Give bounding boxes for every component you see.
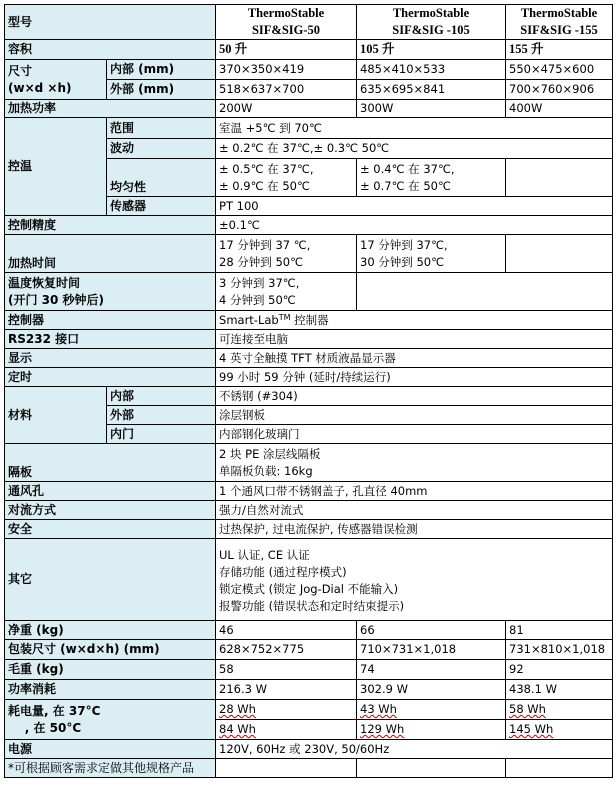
controller-label: 控制器: [5, 311, 216, 330]
display-label: 显示: [5, 349, 216, 368]
shelf-value: 2 块 PE 涂层线隔板 单隔板负载: 16kg: [216, 444, 613, 482]
safety-row: [5, 520, 613, 539]
recovery-row: [5, 273, 613, 311]
heating-power-2: 300W: [357, 100, 506, 118]
timer-row: [5, 368, 613, 387]
recovery-value: 3 分钟到 37℃, 4 分钟到 50℃: [216, 273, 357, 311]
package-size-3: 731×810×1,018: [506, 640, 613, 660]
material-inner-row: [5, 387, 613, 406]
size-outer-label: 外部 (mm): [107, 80, 216, 100]
model-2: ThermoStable SIF&SIG -105: [357, 5, 506, 40]
heating-time-row: [5, 235, 613, 273]
power-consumption-1: 216.3 W: [216, 680, 357, 700]
heating-power-row: [5, 100, 613, 118]
power-consumption-2: 302.9 W: [357, 680, 506, 700]
net-weight-label: 净重 (kg): [5, 621, 216, 640]
energy-37-row: [5, 700, 613, 720]
controller-value: Smart-Lab™ 控制器: [216, 311, 613, 330]
vent-label: 通风孔: [5, 482, 216, 501]
spec-table: [4, 4, 613, 778]
power-supply-label: 电源: [5, 740, 216, 759]
convection-label: 对流方式: [5, 501, 216, 520]
model-3: ThermoStable SIF&SIG -155: [506, 5, 613, 40]
header-row: [5, 5, 613, 40]
capacity-label: 容积: [5, 40, 216, 60]
control-precision-value: ±0.1℃: [216, 216, 613, 235]
net-weight-2: 66: [357, 621, 506, 640]
power-supply-row: [5, 740, 613, 759]
heating-time-1: 17 分钟到 37 ℃, 28 分钟到 50℃: [216, 235, 357, 273]
size-inner-1: 370×350×419: [216, 60, 357, 80]
other-row: [5, 539, 613, 621]
vent-value: 1 个通风口带不锈钢盖子, 孔直径 40mm: [216, 482, 613, 501]
size-inner-row: [5, 60, 613, 80]
energy-37-2: 43 Wh: [357, 700, 506, 720]
package-size-row: [5, 640, 613, 660]
rs232-label: RS232 接口: [5, 330, 216, 349]
controller-row: [5, 311, 613, 330]
capacity-3: 155 升: [506, 40, 613, 60]
size-inner-3: 550×475×600: [506, 60, 613, 80]
rs232-row: [5, 330, 613, 349]
material-door-label: 内门: [107, 425, 216, 444]
power-consumption-label: 功率消耗: [5, 680, 216, 700]
energy-50-1: 84 Wh: [216, 720, 357, 740]
footnote-blank-1: [216, 759, 357, 778]
recovery-blank: [357, 273, 613, 311]
size-outer-2: 635×695×841: [357, 80, 506, 100]
timer-label: 定时: [5, 368, 216, 387]
temp-fluctuation-value: ± 0.2℃ 在 37℃,± 0.3℃ 50℃: [216, 139, 613, 159]
heating-time-3: [506, 235, 613, 273]
heating-power-1: 200W: [216, 100, 357, 118]
shelf-row: [5, 444, 613, 482]
temp-uniformity-3: [506, 159, 613, 197]
size-inner-2: 485×410×533: [357, 60, 506, 80]
capacity-row: [5, 40, 613, 60]
temp-range-row: [5, 118, 613, 139]
net-weight-row: [5, 621, 613, 640]
size-inner-label: 内部 (mm): [107, 60, 216, 80]
material-outer-value: 涂层钢板: [216, 406, 613, 425]
package-size-label: 包装尺寸 (w×d×h) (mm): [5, 640, 216, 660]
footnote-blank-2: [357, 759, 506, 778]
capacity-2: 105 升: [357, 40, 506, 60]
footnote-row: [5, 759, 613, 778]
heating-power-3: 400W: [506, 100, 613, 118]
package-size-1: 628×752×775: [216, 640, 357, 660]
material-label: 材料: [5, 387, 107, 444]
gross-weight-label: 毛重 (kg): [5, 660, 216, 680]
convection-row: [5, 501, 613, 520]
temp-uniformity-2: ± 0.4℃ 在 37℃, ± 0.7℃ 在 50℃: [357, 159, 506, 197]
material-outer-label: 外部: [107, 406, 216, 425]
gross-weight-2: 74: [357, 660, 506, 680]
power-consumption-row: [5, 680, 613, 700]
convection-value: 强力/自然对流式: [216, 501, 613, 520]
size-outer-1: 518×637×700: [216, 80, 357, 100]
display-row: [5, 349, 613, 368]
temp-uniformity-1: ± 0.5℃ 在 37℃, ± 0.9℃ 在 50℃: [216, 159, 357, 197]
gross-weight-row: [5, 660, 613, 680]
power-supply-value: 120V, 60Hz 或 230V, 50/60Hz: [216, 740, 613, 759]
shelf-label: 隔板: [5, 444, 216, 482]
gross-weight-1: 58: [216, 660, 357, 680]
material-door-value: 内部钢化玻璃门: [216, 425, 613, 444]
package-size-2: 710×731×1,018: [357, 640, 506, 660]
net-weight-1: 46: [216, 621, 357, 640]
energy-50-2: 129 Wh: [357, 720, 506, 740]
model-label: 型号: [5, 5, 216, 40]
temp-uniformity-label: 均匀性: [107, 159, 216, 197]
energy-37-3: 58 Wh: [506, 700, 613, 720]
rs232-value: 可连接至电脑: [216, 330, 613, 349]
display-value: 4 英寸全触摸 TFT 材质液晶显示器: [216, 349, 613, 368]
footnote-blank-3: [506, 759, 613, 778]
size-outer-3: 700×760×906: [506, 80, 613, 100]
vent-row: [5, 482, 613, 501]
temp-range-value: 室温 +5℃ 到 70℃: [216, 118, 613, 139]
net-weight-3: 81: [506, 621, 613, 640]
safety-label: 安全: [5, 520, 216, 539]
control-precision-label: 控制精度: [5, 216, 216, 235]
heating-time-label: 加热时间: [5, 235, 216, 273]
temp-sensor-value: PT 100: [216, 197, 613, 216]
control-precision-row: [5, 216, 613, 235]
temp-sensor-label: 传感器: [107, 197, 216, 216]
energy-label: 耗电量, 在 37°C , 在 50°C: [5, 700, 216, 740]
gross-weight-3: 92: [506, 660, 613, 680]
timer-value: 99 小时 59 分钟 (延时/持续运行): [216, 368, 613, 387]
heating-power-label: 加热功率: [5, 100, 216, 118]
other-label: 其它: [5, 539, 216, 621]
other-value: UL 认证, CE 认证 存储功能 (通过程序模式) 锁定模式 (锁定 Jog-Dial 不能输入) 报警功能 (错误状态和定时结束提示): [216, 539, 613, 621]
capacity-1: 50 升: [216, 40, 357, 60]
model-1: ThermoStable SIF&SIG-50: [216, 5, 357, 40]
safety-value: 过热保护, 过电流保护, 传感器错误检测: [216, 520, 613, 539]
power-consumption-3: 438.1 W: [506, 680, 613, 700]
recovery-label: 温度恢复时间 (开门 30 秒钟后): [5, 273, 216, 311]
temp-control-label: 控温: [5, 118, 107, 216]
heating-time-2: 17 分钟到 37℃, 30 分钟到 50℃: [357, 235, 506, 273]
material-inner-value: 不锈钢 (#304): [216, 387, 613, 406]
material-inner-label: 内部: [107, 387, 216, 406]
size-label: 尺寸 (w×d ×h): [5, 60, 107, 100]
energy-50-3: 145 Wh: [506, 720, 613, 740]
energy-37-1: 28 Wh: [216, 700, 357, 720]
temp-fluctuation-label: 波动: [107, 139, 216, 159]
temp-range-label: 范围: [107, 118, 216, 139]
footnote: *可根据顾客需求定做其他规格产品: [5, 759, 216, 778]
